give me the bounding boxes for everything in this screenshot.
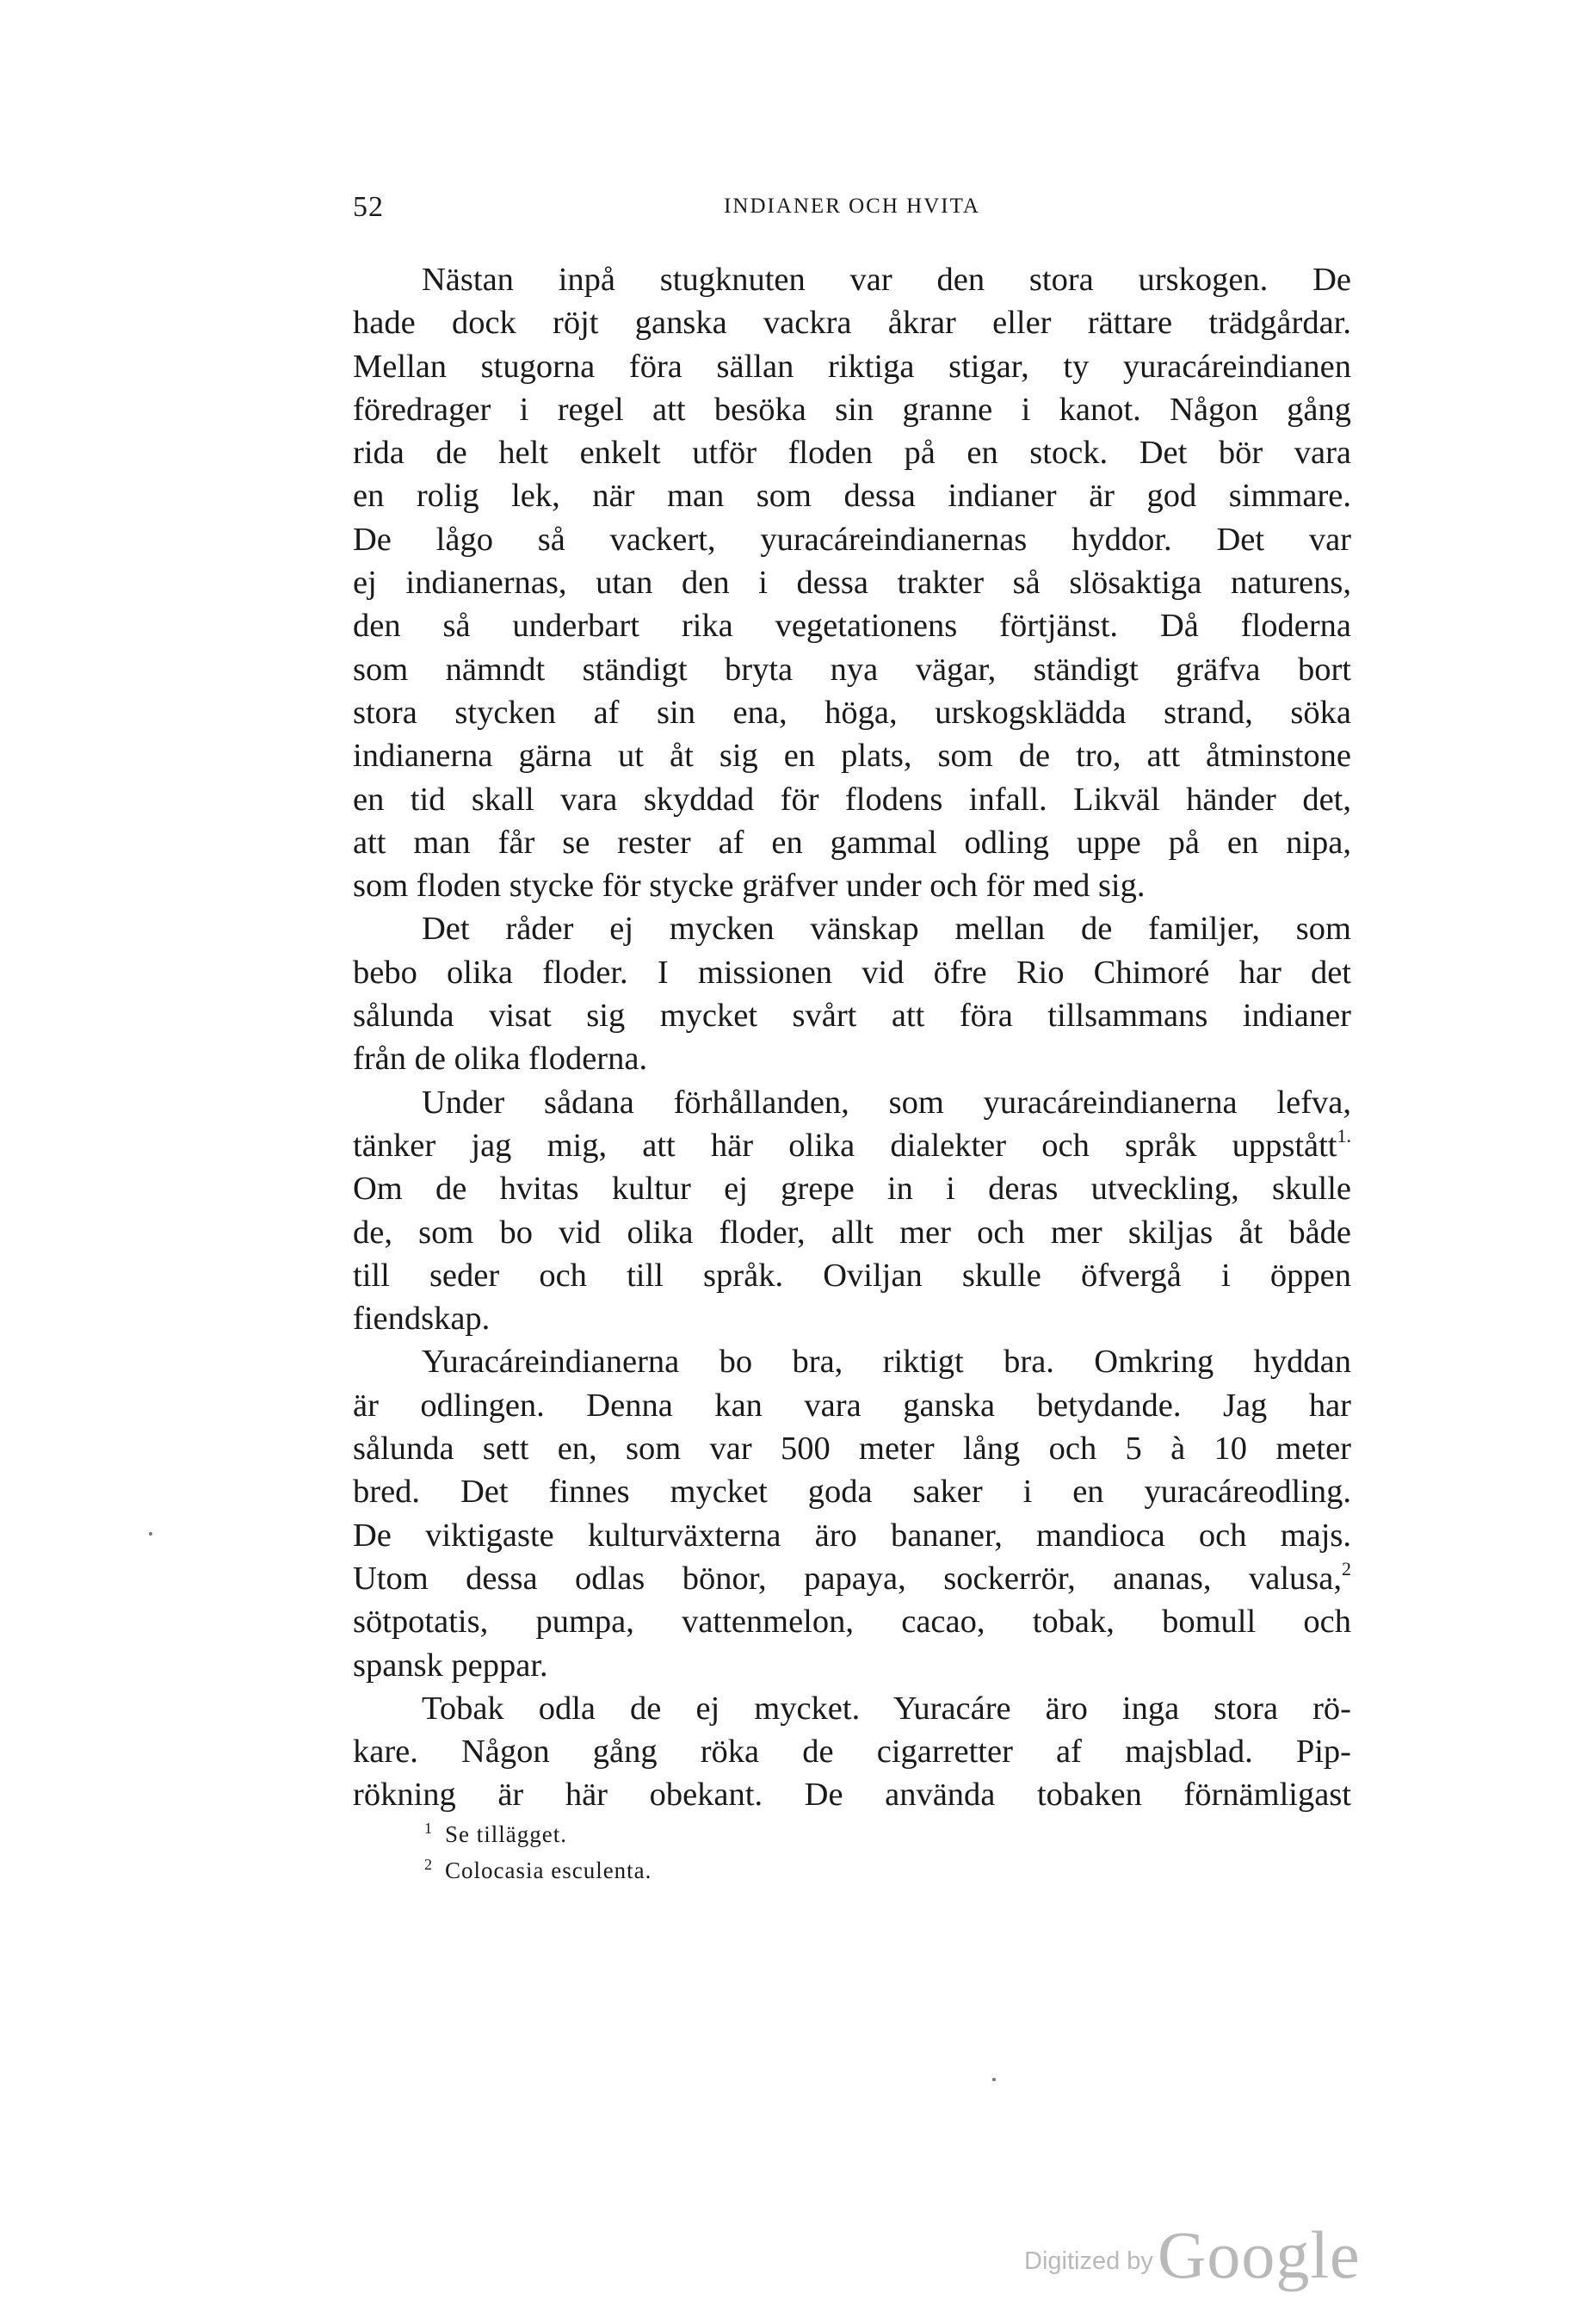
text-line <box>353 648 1351 691</box>
text-line <box>353 1340 1351 1383</box>
line-text: fiendskap. <box>353 1301 491 1338</box>
text-line <box>353 1384 1351 1427</box>
text-line <box>353 604 1351 647</box>
text-line <box>353 431 1351 474</box>
text-line <box>353 1167 1351 1210</box>
line-text: bred. Det finnes mycket goda saker i en yuracáreodling. <box>353 1474 1351 1511</box>
line-text: Yuracáreindianerna bo bra, riktigt bra. Omkring hyddan <box>422 1344 1351 1381</box>
paragraph <box>353 1340 1351 1686</box>
text-line <box>353 345 1351 388</box>
text-line <box>353 1600 1351 1643</box>
text-line <box>353 994 1351 1037</box>
text-line <box>353 951 1351 994</box>
text-line <box>353 864 1351 907</box>
text-line <box>353 1687 1351 1730</box>
line-text: ej indianernas, utan den i dessa trakter så slösaktiga naturens, <box>353 565 1351 602</box>
line-text: indianerna gärna ut åt sig en plats, som de tro, att åtminstone <box>353 738 1351 775</box>
line-text: kare. Någon gång röka de cigarretter af majsblad. Pip- <box>353 1734 1351 1771</box>
text-line <box>353 1297 1351 1340</box>
line-text: Om de hvitas kultur ej grepe in i deras utveckling, skulle <box>353 1171 1351 1208</box>
page-number: 52 <box>353 191 384 223</box>
footnote-reference[interactable]: 2 <box>1342 1557 1351 1579</box>
text-line <box>353 1644 1351 1687</box>
body-text <box>353 258 1351 1817</box>
line-text: som nämndt ständigt bryta nya vägar, ständigt gräfva bort <box>353 651 1351 688</box>
text-line <box>353 474 1351 517</box>
text-line <box>353 301 1351 344</box>
line-text: Nästan inpå stugknuten var den stora urskogen. De <box>422 262 1351 298</box>
text-line <box>353 821 1351 864</box>
page-header <box>353 191 1351 234</box>
text-line <box>353 778 1351 821</box>
text-line <box>353 1254 1351 1297</box>
paragraph <box>353 1687 1351 1817</box>
line-text: att man får se rester af en gammal odling uppe på en nipa, <box>353 824 1351 861</box>
footnote <box>424 1852 1199 1888</box>
line-text: Tobak odla de ej mycket. Yuracáre äro inga stora rö- <box>422 1690 1351 1727</box>
line-text: stora stycken af sin ena, höga, urskogsklädda strand, söka <box>353 694 1351 731</box>
line-text: bebo olika floder. I missionen vid öfre Rio Chimoré har det <box>353 954 1351 991</box>
text-line <box>353 1037 1351 1080</box>
scan-speck <box>992 2078 996 2081</box>
line-text: från de olika floderna. <box>353 1041 648 1078</box>
text-line <box>353 1557 1351 1600</box>
line-text: till seder och till språk. Oviljan skulle öfvergå i öppen <box>353 1257 1351 1294</box>
line-text: rida de helt enkelt utför floden på en stock. Det bör vara <box>353 435 1351 472</box>
digitized-watermark <box>1024 2216 1361 2294</box>
line-text: en tid skall vara skyddad för flodens infall. Likväl händer det, <box>353 781 1351 818</box>
line-text: som floden stycke för stycke gräfver under och för med sig. <box>353 868 1146 905</box>
text-line <box>353 561 1351 604</box>
text-line <box>353 907 1351 950</box>
line-text: är odlingen. Denna kan vara ganska betydande. Jag har <box>353 1387 1351 1424</box>
line-text: de, som bo vid olika floder, allt mer och mer skiljas åt både <box>353 1214 1351 1251</box>
text-line <box>353 1514 1351 1557</box>
line-text: De lågo så vackert, yuracáreindianernas hyddor. Det var <box>353 521 1351 558</box>
footnote-mark: 2 <box>424 1856 433 1873</box>
text-line <box>353 518 1351 561</box>
scan-speck <box>149 1532 152 1536</box>
footnote-mark: 1 <box>424 1820 433 1837</box>
paragraph <box>353 258 1351 907</box>
text-line <box>353 1773 1351 1816</box>
footnotes <box>424 1816 1199 1888</box>
watermark-brand: Google <box>1158 2217 1361 2292</box>
line-text: Utom dessa odlas bönor, papaya, sockerrör, ananas, valusa, <box>353 1560 1342 1597</box>
line-text: spansk peppar. <box>353 1647 548 1684</box>
line-text: en rolig lek, när man som dessa indianer är god simmare. <box>353 478 1351 515</box>
footnote-text: Colocasia esculenta. <box>445 1857 652 1883</box>
line-text: Under sådana förhållanden, som yuracáreindianerna lefva, <box>422 1084 1351 1121</box>
footnote-text: Se tillägget. <box>445 1821 567 1847</box>
line-text: Det råder ej mycken vänskap mellan de familjer, som <box>422 911 1351 948</box>
text-line <box>353 691 1351 734</box>
line-text: föredrager i regel att besöka sin granne i kanot. Någon gång <box>353 391 1351 428</box>
line-text: De viktigaste kulturväxterna äro bananer, mandioca och majs. <box>353 1517 1351 1554</box>
running-head: INDIANER OCH HVITA <box>724 195 980 218</box>
text-line <box>353 1470 1351 1513</box>
line-text: tänker jag mig, att här olika dialekter och språk uppstått <box>353 1127 1337 1164</box>
paragraph <box>353 907 1351 1080</box>
text-line <box>353 1211 1351 1254</box>
footnote <box>424 1816 1199 1852</box>
line-text: sötpotatis, pumpa, vattenmelon, cacao, tobak, bomull och <box>353 1604 1351 1641</box>
line-text: rökning är här obekant. De använda tobaken förnämligast <box>353 1777 1351 1814</box>
text-line <box>353 258 1351 301</box>
text-line <box>353 388 1351 431</box>
line-text: den så underbart rika vegetationens förtjänst. Då floderna <box>353 608 1351 645</box>
text-line <box>353 734 1351 777</box>
text-line <box>353 1081 1351 1124</box>
line-text: sålunda visat sig mycket svårt att föra tillsammans indianer <box>353 998 1351 1035</box>
text-line <box>353 1427 1351 1470</box>
text-line <box>353 1730 1351 1773</box>
line-text: sålunda sett en, som var 500 meter lång och 5 à 10 meter <box>353 1431 1351 1468</box>
text-line <box>353 1124 1351 1167</box>
footnote-reference[interactable]: 1. <box>1337 1124 1351 1147</box>
line-text: Mellan stugorna föra sällan riktiga stigar, ty yuracáreindianen <box>353 348 1351 385</box>
line-text: hade dock röjt ganska vackra åkrar eller rättare trädgårdar. <box>353 305 1351 342</box>
paragraph <box>353 1081 1351 1341</box>
watermark-prefix: Digitized by <box>1024 2247 1153 2275</box>
